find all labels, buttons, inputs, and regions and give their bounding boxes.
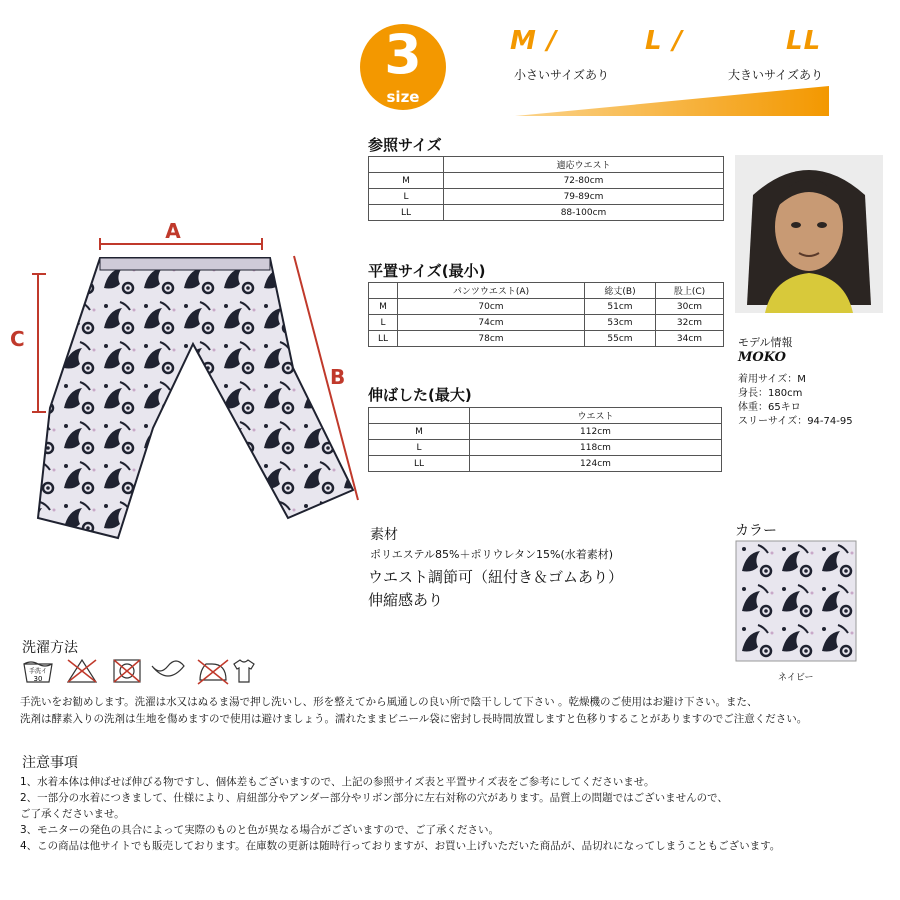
table-cell: LL (369, 331, 398, 347)
table-header-cell: ウエスト (470, 408, 722, 424)
washing-text-line1: 手洗いをお勧めします。洗濯は水又はぬるま湯で押し洗いし、形を整えてから風通しの良い所で陰干しして下さい 。乾燥機のご使用はお避け下さい。また、 (20, 696, 758, 708)
dimension-a-label: A (165, 219, 181, 243)
no-tumble-dry-icon (114, 660, 140, 682)
material-title: 素材 (370, 527, 398, 543)
model-measurements: スリーサイズ：94-74-95 (738, 416, 853, 427)
large-size-note: 大きいサイズあり (728, 68, 824, 82)
flat-size-table (368, 282, 724, 347)
table-header-cell: 股上(C) (656, 283, 724, 299)
size-code-ll: LL (786, 26, 822, 56)
washing-text-line2: 洗剤は酵素入りの洗剤は生地を傷めますので使用は避けましょう。濡れたままビニール袋に密封し長時間放置しますと色移りすることがありますのでご注意ください。 (20, 713, 808, 725)
table-cell: 34cm (656, 331, 724, 347)
model-wear-size: 着用サイズ：M (738, 374, 806, 385)
table-header-cell (369, 283, 398, 299)
table-row (369, 331, 724, 347)
material-composition: ポリエステル85%＋ポリウレタン15%(水着素材) (370, 548, 614, 561)
no-iron-icon (198, 660, 228, 684)
material-feature-adjustable: ウエスト調節可（紐付き＆ゴムあり） (368, 568, 624, 586)
small-size-note: 小さいサイズあり (514, 68, 610, 82)
color-title: カラー (735, 523, 777, 539)
table-cell: 124cm (470, 456, 722, 472)
no-bleach-icon (68, 660, 96, 682)
table-row (369, 315, 724, 331)
hand-wash-icon-label: 手洗イ (28, 668, 48, 675)
table-cell: 70cm (398, 299, 585, 315)
table-header-row (369, 157, 724, 173)
gentle-wring-icon (152, 661, 184, 676)
table-cell: 51cm (585, 299, 656, 315)
table-cell: 88-100cm (444, 205, 724, 221)
note-line-4: 4、この商品は他サイトでも販売しております。在庫数の更新は随時行っておりますが、お買い上げいただいた商品が、品切れになってしまうこともございます。 (20, 840, 781, 852)
reference-size-title: 参照サイズ (368, 136, 442, 154)
table-cell: L (369, 189, 444, 205)
table-cell: 112cm (470, 424, 722, 440)
table-cell: M (369, 299, 398, 315)
model-weight: 体重：65キロ (738, 402, 801, 413)
dry-in-shade-icon (234, 660, 254, 682)
table-header-cell: 適応ウエスト (444, 157, 724, 173)
material-feature-stretch: 伸縮感あり (368, 591, 444, 609)
note-line-3: 3、モニターの発色の具合によって実際のものと色が異なる場合がございますので、ご了承ください。 (20, 824, 499, 836)
notes-title: 注意事項 (22, 755, 78, 771)
dimension-b-label: B (330, 365, 346, 389)
size-code-m: M / (510, 26, 558, 56)
shorts-illustration (10, 218, 358, 558)
table-header-row (369, 283, 724, 299)
dimension-c-label: C (10, 327, 25, 351)
model-height: 身長：180cm (738, 388, 803, 399)
table-row (369, 440, 722, 456)
table-row (369, 299, 724, 315)
table-row (369, 189, 724, 205)
model-info-title: モデル情報 (738, 336, 793, 349)
washing-icons (22, 656, 258, 686)
color-swatch-navy (736, 541, 856, 661)
model-photo (735, 155, 883, 313)
table-header-cell: パンツウエスト(A) (398, 283, 585, 299)
color-name: ネイビー (778, 673, 814, 683)
table-cell: 30cm (656, 299, 724, 315)
table-header-cell (369, 408, 470, 424)
size-badge-number: 3 (384, 23, 422, 86)
note-line-1: 1、水着本体は伸ばせば伸びる物ですし、個体差もございますので、上記の参照サイズ表と平置サイズ表をご参考にしてくださいませ。 (20, 776, 655, 788)
table-cell: 32cm (656, 315, 724, 331)
table-cell: 118cm (470, 440, 722, 456)
model-name: MOKO (738, 350, 786, 365)
size-code-l: L / (645, 26, 684, 56)
note-line-2-cont: ご了承くださいませ。 (20, 808, 125, 820)
table-cell: 79-89cm (444, 189, 724, 205)
table-header-cell: 総丈(B) (585, 283, 656, 299)
table-cell: LL (369, 205, 444, 221)
table-cell: 74cm (398, 315, 585, 331)
washing-title: 洗濯方法 (22, 640, 78, 656)
table-header-cell (369, 157, 444, 173)
note-line-2: 2、一部分の水着につきまして、仕様により、肩紐部分やアンダー部分やリボン部分に左右対称の穴があります。品質上の問題ではございませんので、 (20, 792, 728, 804)
table-row (369, 205, 724, 221)
stretched-size-title: 伸ばした(最大) (368, 386, 472, 404)
size-gradient-wedge (515, 84, 831, 118)
table-row (369, 456, 722, 472)
table-header-row (369, 408, 722, 424)
table-cell: M (369, 173, 444, 189)
reference-size-table (368, 156, 724, 221)
table-cell: 55cm (585, 331, 656, 347)
flat-size-title: 平置サイズ(最小) (368, 262, 486, 280)
size-badge-word: size (386, 88, 420, 106)
table-cell: 78cm (398, 331, 585, 347)
hand-wash-temperature: 30 (33, 675, 43, 683)
table-row (369, 424, 722, 440)
table-cell: L (369, 315, 398, 331)
table-cell: 53cm (585, 315, 656, 331)
table-cell: LL (369, 456, 470, 472)
table-cell: 72-80cm (444, 173, 724, 189)
table-cell: M (369, 424, 470, 440)
shorts-waistband (100, 258, 270, 270)
table-cell: L (369, 440, 470, 456)
stretched-size-table (368, 407, 722, 472)
table-row (369, 173, 724, 189)
